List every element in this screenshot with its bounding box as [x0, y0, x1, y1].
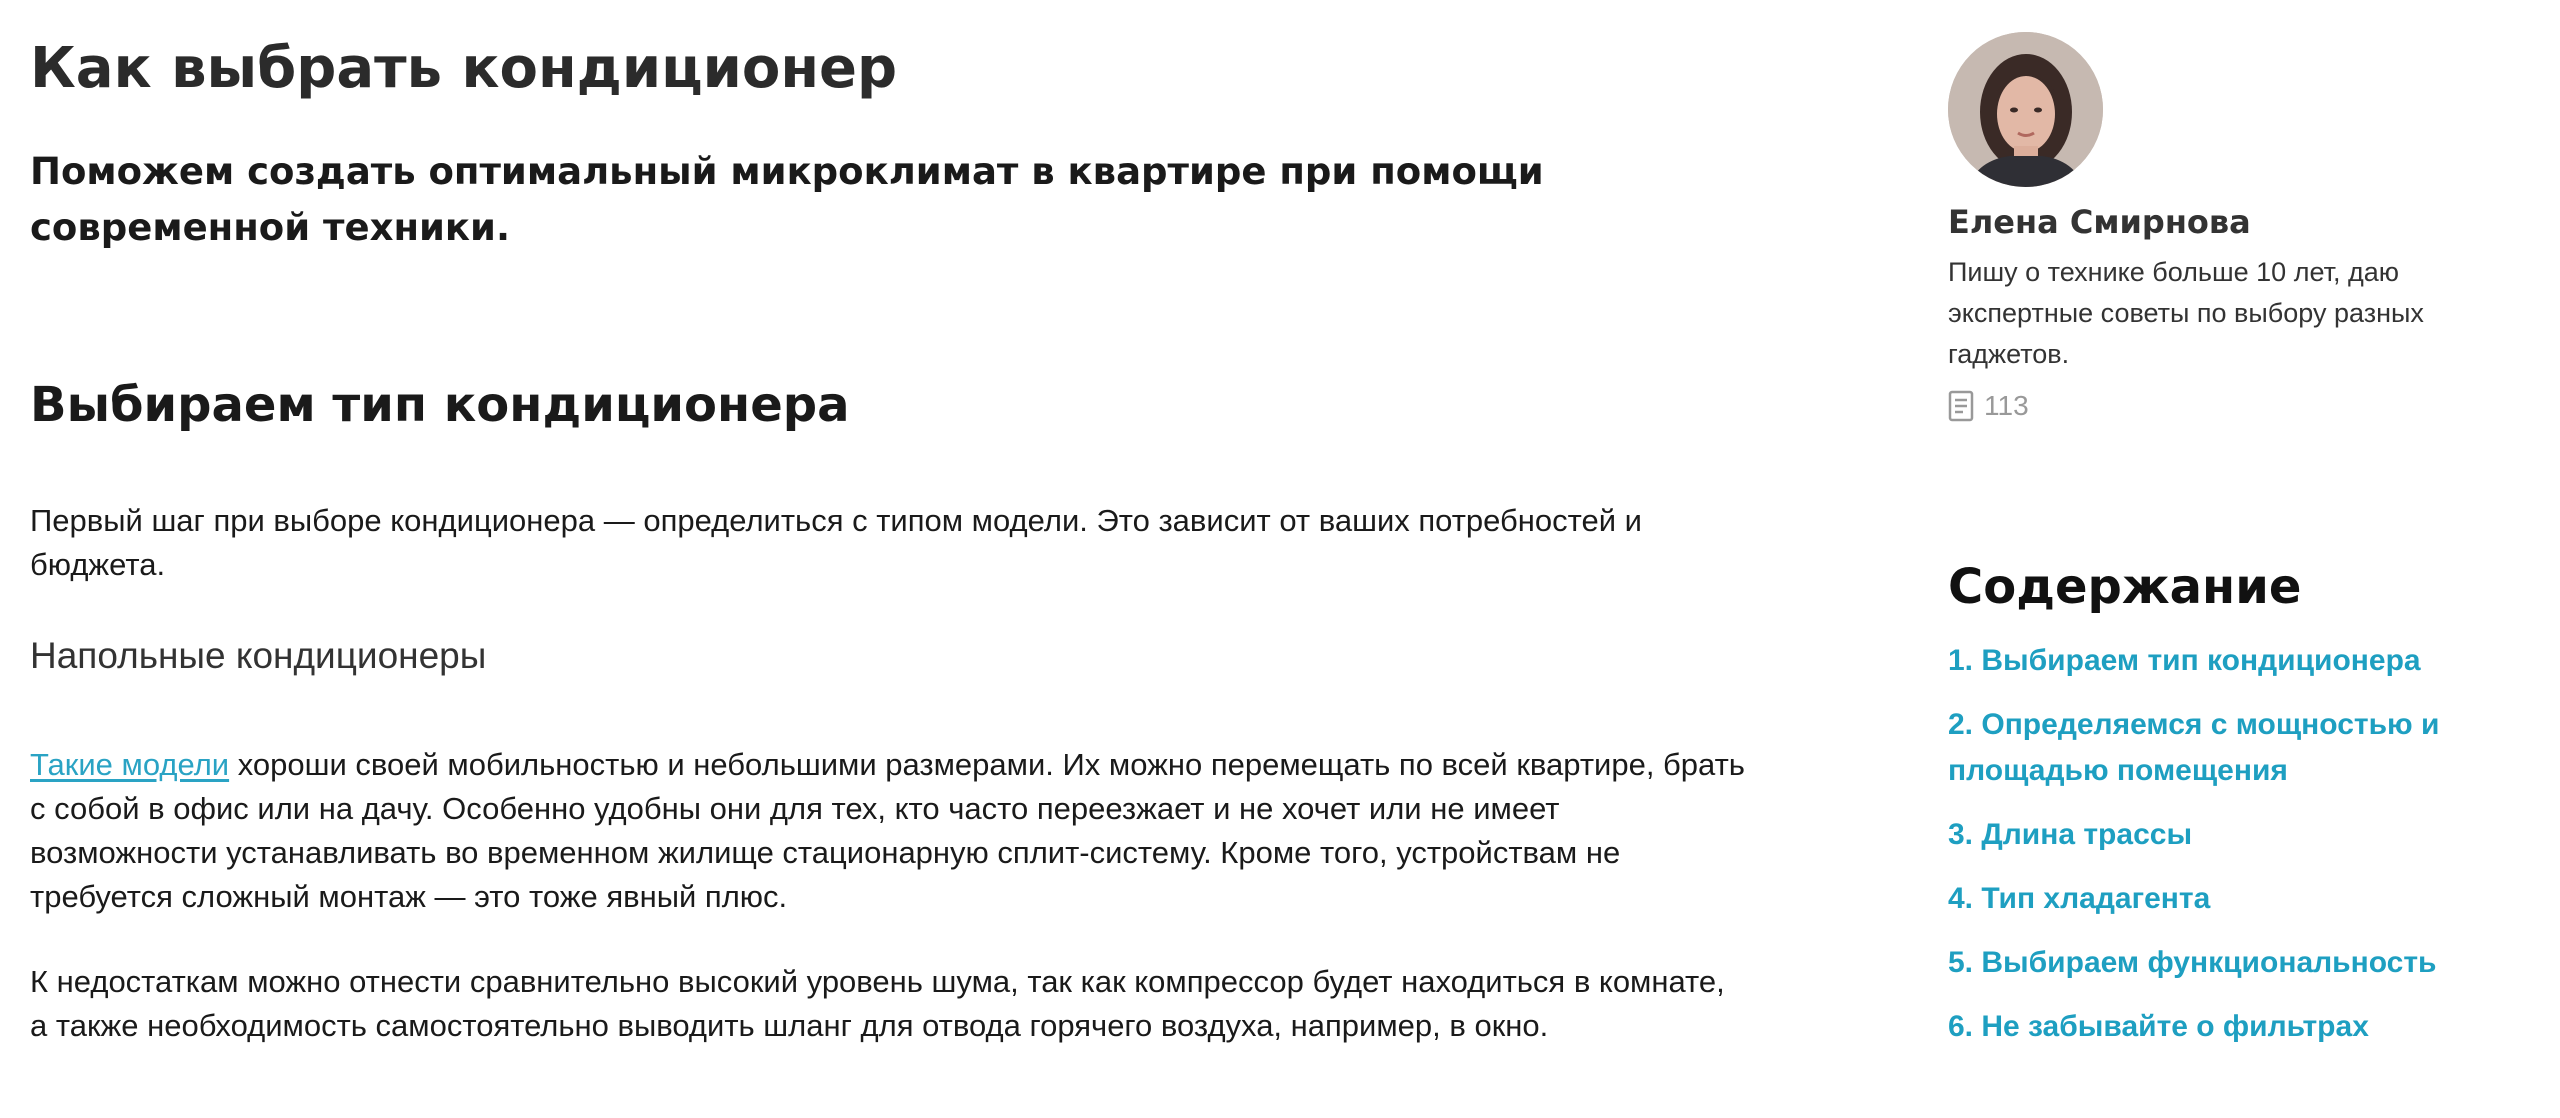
toc-item-refrigerant[interactable]: 4. Тип хладагента [1948, 882, 2211, 915]
article-lead: Поможем создать оптимальный микроклимат в квартире при помощи современной техники. [30, 150, 1544, 249]
toc-item-line-length[interactable]: 3. Длина трассы [1948, 818, 2193, 851]
toc-title: Содержание [1948, 559, 2302, 615]
articles-count [1948, 390, 2029, 422]
toc-item-filters[interactable]: 6. Не забывайте о фильтрах [1948, 1010, 2369, 1043]
page-title: Как выбрать кондиционер [30, 36, 898, 101]
intro-paragraph: Первый шаг при выборе кондиционера — определиться с типом модели. Это зависит от ваших потребностей и бюджета. [30, 503, 1642, 582]
subsection-heading: Напольные кондиционеры [30, 635, 487, 676]
toc-item-choose-type[interactable]: 1. Выбираем тип кондиционера [1948, 644, 2421, 677]
drawbacks-paragraph: К недостаткам можно отнести сравнительно высокий уровень шума, так как компрессор будет находиться в комнате, а также необходимость самостоятельно выводить шланг для отвода горячего воздуха, например, в окно. [30, 964, 1725, 1043]
author-avatar[interactable] [1948, 32, 2103, 187]
author-name[interactable]: Елена Смирнова [1948, 203, 2251, 241]
toc-item-power-area[interactable]: 2. Определяемся с мощностью и площадью помещения [1948, 708, 2440, 787]
author-photo [1948, 32, 2103, 187]
floor-models-paragraph [30, 743, 1750, 919]
document-icon [1948, 390, 1974, 422]
models-link[interactable]: Такие модели [30, 747, 230, 782]
toc-list [1948, 638, 2508, 1068]
articles-count-value: 113 [1984, 390, 2029, 421]
section-heading: Выбираем тип кондиционера [30, 377, 850, 433]
author-bio: Пишу о технике больше 10 лет, даю экспертные советы по выбору разных гаджетов. [1948, 257, 2424, 369]
paragraph-text: хороши своей мобильностью и небольшими размерами. Их можно перемещать по всей квартире, брать с собой в офис или на дачу. Особенно удобны они для тех, кто часто переезжает и не хочет или не имеет возможности устанавливать во временном жилище стационарную сплит-систему. Кроме того, устройствам не требуется сложный монтаж — это тоже явный плюс. [30, 747, 1745, 914]
toc-item-functionality[interactable]: 5. Выбираем функциональность [1948, 946, 2437, 979]
